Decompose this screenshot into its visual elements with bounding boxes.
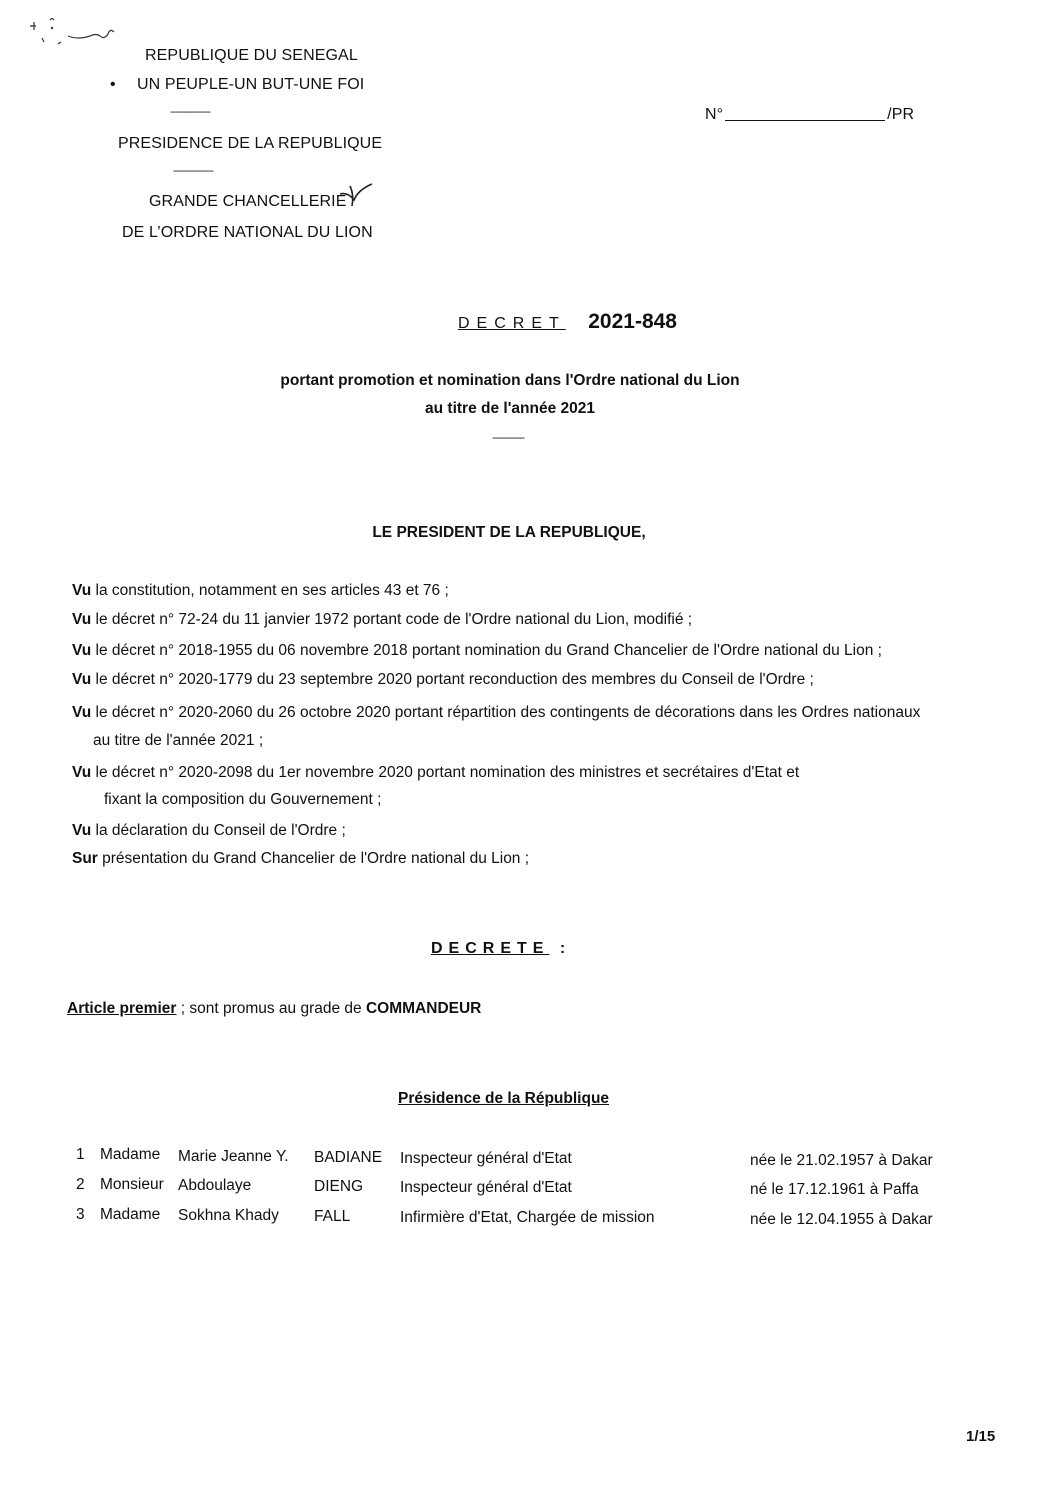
decree-subtitle-line2: au titre de l'année 2021 [425, 400, 595, 417]
presidency-title: PRESIDENCE DE LA REPUBLIQUE [118, 135, 383, 152]
consideration-line: Vu le décret n° 2020-2098 du 1er novembre 2020 portant nomination des ministres et secrétaires d'Etat et [72, 764, 800, 781]
chancellery-line2: DE L’ORDRE NATIONAL DU LION [122, 224, 373, 241]
section-title: Présidence de la République [398, 1090, 610, 1107]
president-heading: LE PRESIDENT DE LA REPUBLIQUE, [372, 524, 646, 541]
chancellery-line1: GRANDE CHANCELLERIE [149, 193, 347, 210]
article-premier: Article premier ; sont promus au grade de COMMANDEUR [67, 1000, 482, 1017]
consideration-line: Vu la constitution, notamment en ses articles 43 et 76 ; [72, 582, 449, 599]
consideration-line: Vu le décret n° 2020-1779 du 23 septembre 2020 portant reconduction des membres du Conseil de l'Ordre ; [72, 671, 814, 688]
decree-word: DECRET [458, 315, 566, 332]
decree-number: 2021-848 [588, 310, 677, 333]
consideration-line: Vu la déclaration du Conseil de l'Ordre ; [72, 822, 346, 839]
number-prefix: N° [705, 106, 724, 123]
decree-subtitle-line1: portant promotion et nomination dans l'Ordre national du Lion [280, 372, 740, 389]
number-suffix: /PR [887, 106, 915, 123]
consideration-line: Sur présentation du Grand Chancelier de l'Ordre national du Lion ; [72, 850, 530, 867]
consideration-line: Vu le décret n° 72-24 du 11 janvier 1972 portant code de l'Ordre national du Lion, modifié ; [72, 611, 693, 628]
consideration-line: fixant la composition du Gouvernement ; [104, 791, 382, 808]
number-blank-line [725, 120, 885, 121]
separator: --------------- [173, 165, 213, 177]
separator: --------------- [170, 106, 210, 118]
initials-mark [338, 182, 374, 212]
decree-number-field [705, 106, 914, 124]
consideration-line: Vu le décret n° 2020-2060 du 26 octobre 2020 portant répartition des contingents de décorations dans les Ordres nationaux [72, 704, 921, 721]
page-number: 1/15 [966, 1428, 996, 1445]
country-name: REPUBLIQUE DU SENEGAL [145, 47, 358, 64]
handwritten-mark [28, 14, 123, 54]
bullet-dot: • [110, 76, 116, 93]
decree-title [458, 310, 677, 334]
consideration-line: au titre de l'année 2021 ; [93, 732, 264, 749]
national-motto: UN PEUPLE-UN BUT-UNE FOI [137, 76, 365, 93]
decrete-heading: DECRETE : [431, 940, 572, 957]
consideration-line: Vu le décret n° 2018-1955 du 06 novembre 2018 portant nomination du Grand Chancelier de l'Ordre national du Lion ; [72, 642, 882, 659]
separator: ------------ [492, 432, 524, 444]
